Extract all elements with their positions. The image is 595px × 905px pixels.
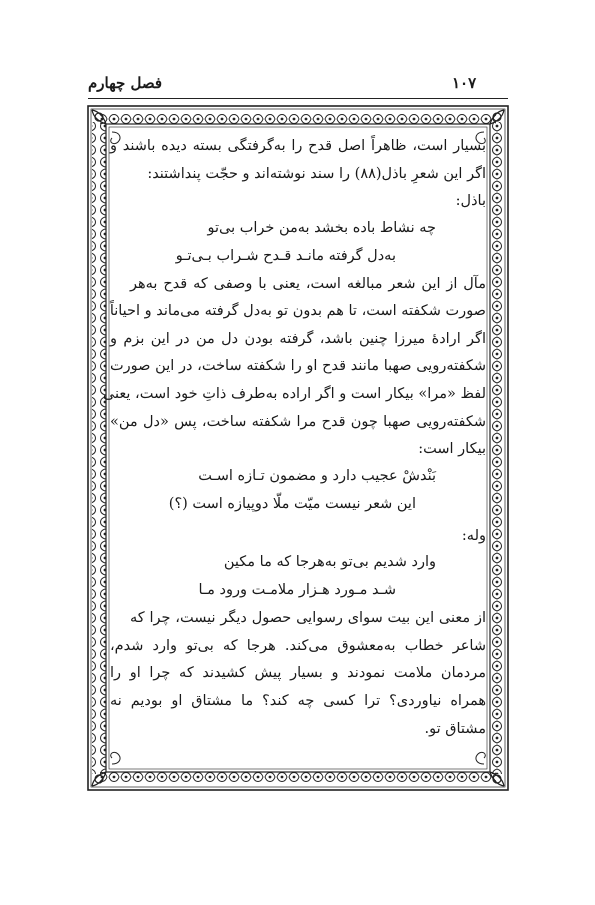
- paragraph-line: صورت شکفته است، تا هم بدون تو به‌دل گرفته می‌ماند و احیاناً: [109, 303, 486, 319]
- chapter-title: فصل چهارم: [88, 74, 163, 92]
- paragraph-line: بسیار است، ظاهراً اصل قدح را به‌گرفتگی بسته دیده باشند و: [110, 138, 486, 154]
- paragraph-line: شکفته‌رویی صهبا چون قدح مرا شکفته ساخت، پس «دل من»: [110, 414, 486, 430]
- paragraph-line: همراه نیاوردی؟ ترا کسی چه کند؟ ما مشتاق او بودیم نه: [110, 693, 486, 709]
- paragraph-line: لفظ «مرا» بیکار است و اگر اراده به‌طرف ذاتِ خود است، یعنی: [102, 386, 486, 402]
- verse-line: شـد مـورد هـزار ملامـت ورود مـا: [198, 582, 396, 598]
- poet-label: وله:: [461, 528, 486, 544]
- paragraph-line: مشتاق تو.: [424, 721, 486, 737]
- paragraph-line: از معنی این بیت سوای رسوایی حصول دیگر نیست، چرا که: [130, 610, 486, 626]
- paragraph-line: اگر ارادهٔ میرزا چنین باشد، گرفته بودن دل من در این بزم و: [110, 331, 486, 347]
- paragraph-line: شاعر خطاب به‌معشوق می‌کند. هرجا که بی‌تو وارد شدم،: [110, 638, 486, 654]
- paragraph-line: بیکار است:: [418, 441, 486, 457]
- paragraph-line: مردمان ملامت نمودند و بسیار پیش کشیدند که چرا او را: [110, 665, 486, 681]
- verse-line: این شعر نیست میّت ملّا دوپیازه است (؟): [168, 496, 416, 512]
- verse-line: بَنْدشْ عجیب دارد و مضمون تـازه اسـت: [198, 468, 436, 484]
- paragraph-line: شکفته‌رویی صهبا مانند قدح او را شکفته ساخت، در این صورت: [110, 358, 486, 374]
- paragraph-line: مآل از این شعر مبالغه است، یعنی با وصفی که قدح به‌هر: [130, 276, 486, 292]
- verse-line: وارد شدیم بی‌تو به‌هرجا که ما مکین: [223, 554, 436, 570]
- paragraph-line: اگر این شعرِ باذل(۸۸) را سند نوشته‌اند و حجّت پنداشتند:: [147, 166, 486, 182]
- poet-label: باذل:: [455, 193, 486, 209]
- verse-line: چه نشاط باده بخشد به‌من خراب بی‌تو: [207, 220, 436, 236]
- verse-line: به‌دل گرفته مانـد قـدح شـراب بـی‌تـو: [175, 248, 396, 264]
- page-number: ۱۰۷: [452, 74, 477, 92]
